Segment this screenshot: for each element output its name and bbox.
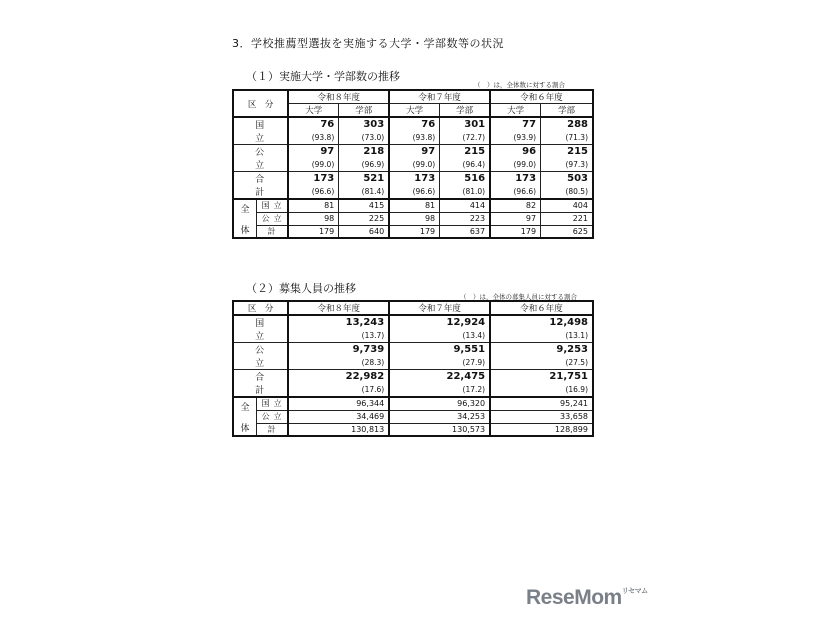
cell-value: 33,658: [490, 410, 593, 423]
cell-percent: (96.9): [339, 159, 389, 172]
cell-value: 95,241: [490, 397, 593, 410]
year-header-r6: 令和６年度: [490, 90, 593, 104]
cell-value: 130,573: [389, 423, 490, 436]
cell-percent: (80.5): [541, 186, 593, 199]
whole-group-label: [233, 397, 256, 436]
cell-value: 98: [288, 212, 338, 225]
cell-value: 98: [389, 212, 439, 225]
cell-value: 179: [490, 225, 540, 238]
cell-value: 179: [389, 225, 439, 238]
cell-value: 22,475: [389, 370, 490, 384]
cell-percent: (13.4): [389, 330, 490, 343]
cell-value: 77: [490, 117, 540, 132]
table-row: [233, 145, 593, 159]
whole-label-top: 全: [240, 204, 250, 215]
universities-faculties-table: [232, 89, 594, 239]
cell-percent: (99.0): [389, 159, 439, 172]
section2-note: （ ）は，全体の募集人員に対する割合: [460, 293, 577, 301]
cell-value: 414: [440, 199, 490, 212]
cell-percent: (99.0): [288, 159, 338, 172]
logo-kana: リセマム: [621, 588, 648, 595]
cell-value: 81: [389, 199, 439, 212]
cell-value: 173: [288, 172, 338, 186]
section1-note: （ ）は，全体数に対する割合: [474, 81, 565, 89]
year-header-r7: 令和７年度: [389, 301, 490, 315]
cell-value: 76: [288, 117, 338, 132]
cell-value: 130,813: [288, 423, 389, 436]
whole-group-label: [233, 199, 256, 238]
row-label-public: 公 立: [233, 145, 288, 172]
cell-percent: (96.4): [440, 159, 490, 172]
cell-value: 9,739: [288, 343, 389, 357]
cell-value: 303: [339, 117, 389, 132]
year-header-r6: 令和６年度: [490, 301, 593, 315]
cell-value: 301: [440, 117, 490, 132]
row-label-total: 合 計: [233, 370, 288, 398]
sub-row-label: 国立: [256, 199, 288, 212]
sub-row-label: 公立: [256, 212, 288, 225]
cell-percent: (13.1): [490, 330, 593, 343]
section1-title: （１）実施大学・学部数の推移: [246, 70, 400, 83]
cell-percent: (73.0): [339, 132, 389, 145]
cell-value: 218: [339, 145, 389, 159]
cell-value: 637: [440, 225, 490, 238]
subcol-faculty: 学部: [541, 104, 593, 118]
sub-row-label: 計: [256, 423, 288, 436]
cell-value: 221: [541, 212, 593, 225]
row-label-total: 合 計: [233, 172, 288, 200]
document-heading: 3．学校推薦型選抜を実施する大学・学部数等の状況: [232, 37, 504, 50]
cell-value: 76: [389, 117, 439, 132]
cell-value: 640: [339, 225, 389, 238]
cell-value: 215: [541, 145, 593, 159]
cell-percent: (27.9): [389, 357, 490, 370]
cell-value: 34,253: [389, 410, 490, 423]
table-row: [233, 343, 593, 357]
cell-value: 9,551: [389, 343, 490, 357]
cell-value: 81: [288, 199, 338, 212]
cell-percent: (96.6): [389, 186, 439, 199]
cell-value: 404: [541, 199, 593, 212]
table-row: [233, 410, 593, 423]
year-header-r7: 令和７年度: [389, 90, 490, 104]
cell-value: 13,243: [288, 315, 389, 330]
table-row: [233, 117, 593, 132]
cell-value: 288: [541, 117, 593, 132]
cell-percent: (97.3): [541, 159, 593, 172]
table-row: [233, 199, 593, 212]
year-header-r8: 令和８年度: [288, 301, 389, 315]
cell-value: 12,498: [490, 315, 593, 330]
cell-value: 215: [440, 145, 490, 159]
subcol-university: 大学: [389, 104, 439, 118]
year-header-r8: 令和８年度: [288, 90, 389, 104]
cell-value: 521: [339, 172, 389, 186]
cell-value: 225: [339, 212, 389, 225]
subcol-university: 大学: [288, 104, 338, 118]
cell-value: 97: [490, 212, 540, 225]
cell-value: 97: [288, 145, 338, 159]
subcol-faculty: 学部: [440, 104, 490, 118]
subcol-university: 大学: [490, 104, 540, 118]
row-label-national: 国 立: [233, 117, 288, 145]
cell-value: 97: [389, 145, 439, 159]
cell-percent: (81.4): [339, 186, 389, 199]
cell-percent: (16.9): [490, 384, 593, 397]
recruitment-quota-table: [232, 300, 594, 437]
row-label-national: 国 立: [233, 315, 288, 343]
table-row: [233, 172, 593, 186]
cell-percent: (28.3): [288, 357, 389, 370]
table-row: [233, 423, 593, 436]
cell-percent: (13.7): [288, 330, 389, 343]
cell-percent: (17.2): [389, 384, 490, 397]
cell-value: 503: [541, 172, 593, 186]
cell-value: 96: [490, 145, 540, 159]
cell-value: 9,253: [490, 343, 593, 357]
table-row: [233, 397, 593, 410]
cell-value: 173: [490, 172, 540, 186]
whole-label-top: 全: [240, 402, 250, 413]
cell-percent: (99.0): [490, 159, 540, 172]
cell-value: 625: [541, 225, 593, 238]
sub-row-label: 国立: [256, 397, 288, 410]
table-row: [233, 225, 593, 238]
subcol-faculty: 学部: [339, 104, 389, 118]
cell-value: 22,982: [288, 370, 389, 384]
cell-value: 82: [490, 199, 540, 212]
cell-percent: (96.6): [490, 186, 540, 199]
table-row: [233, 212, 593, 225]
cell-percent: (93.8): [288, 132, 338, 145]
cell-percent: (96.6): [288, 186, 338, 199]
cell-percent: (93.9): [490, 132, 540, 145]
resemom-logo: [526, 586, 648, 610]
cell-value: 12,924: [389, 315, 490, 330]
cell-value: 34,469: [288, 410, 389, 423]
row-label-public: 公 立: [233, 343, 288, 370]
cell-value: 96,320: [389, 397, 490, 410]
section2-title: （２）募集人員の推移: [246, 282, 356, 295]
cell-percent: (17.6): [288, 384, 389, 397]
cell-value: 223: [440, 212, 490, 225]
sub-row-label: 公立: [256, 410, 288, 423]
logo-text: ReseMom: [526, 586, 622, 609]
cell-percent: (81.0): [440, 186, 490, 199]
category-header: 区 分: [233, 301, 288, 315]
whole-label-bottom: 体: [240, 423, 250, 434]
cell-percent: (72.7): [440, 132, 490, 145]
table-row: [233, 315, 593, 330]
cell-value: 21,751: [490, 370, 593, 384]
cell-value: 128,899: [490, 423, 593, 436]
cell-percent: (27.5): [490, 357, 593, 370]
cell-value: 516: [440, 172, 490, 186]
cell-value: 179: [288, 225, 338, 238]
sub-row-label: 計: [256, 225, 288, 238]
table-row: [233, 370, 593, 384]
cell-percent: (71.3): [541, 132, 593, 145]
cell-value: 173: [389, 172, 439, 186]
category-header: 区 分: [233, 90, 288, 117]
cell-percent: (93.8): [389, 132, 439, 145]
cell-value: 96,344: [288, 397, 389, 410]
cell-value: 415: [339, 199, 389, 212]
whole-label-bottom: 体: [240, 225, 250, 236]
